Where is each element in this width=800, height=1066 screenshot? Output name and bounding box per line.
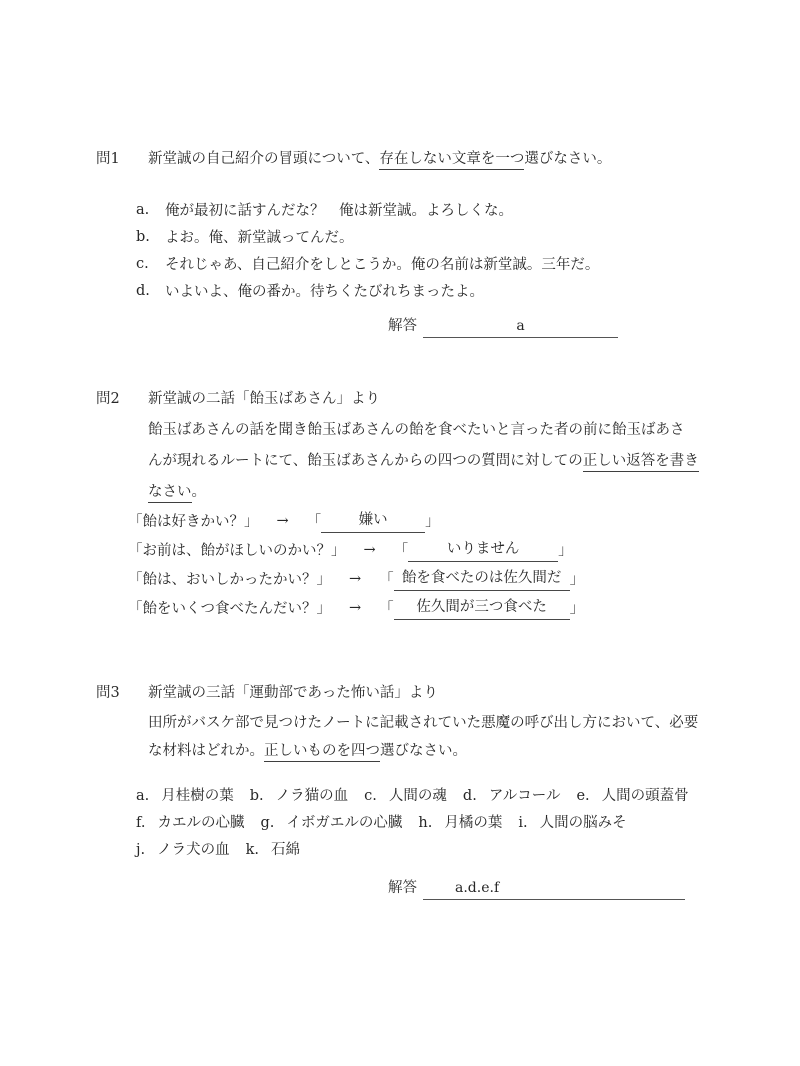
body-line: 田所がバスケ部で見つけたノートに記載されていた悪魔の呼び出し方において、必要	[148, 715, 699, 731]
open-bracket: 「	[306, 514, 322, 530]
option-key: e.	[576, 788, 590, 804]
question-2-source: 新堂誠の二話「飴玉ばあさん」より	[148, 391, 380, 407]
arrow-icon: →	[349, 570, 362, 587]
option-item	[418, 811, 502, 832]
prompt-text-post: 選びなさい。	[524, 151, 612, 167]
option-line-2	[136, 808, 705, 835]
option-text: 人間の脳みそ	[539, 815, 627, 831]
option-item	[136, 838, 230, 859]
option-key: f.	[136, 815, 146, 831]
body-underlined-text: 正しい返答を書き	[583, 453, 699, 472]
qa-row-3	[128, 564, 584, 593]
question-3-label: 問3	[96, 685, 120, 701]
option-key: b.	[249, 788, 264, 804]
qa-row-1	[128, 506, 584, 535]
open-bracket: 「	[393, 543, 409, 559]
close-bracket: 」	[569, 601, 585, 617]
option-row-c	[136, 250, 599, 277]
option-key: b.	[136, 228, 150, 245]
option-key: c.	[136, 255, 149, 272]
question-1-options	[136, 196, 599, 304]
qa-answer-blank	[394, 595, 570, 620]
qa-row-4	[128, 593, 584, 622]
question-2-body	[148, 415, 718, 508]
qa-answer-value: いりません	[446, 541, 520, 557]
qa-question: 「飴は、おいしかったかい？」	[128, 572, 331, 588]
prompt-underlined-text: 存在しない文章を一つ	[379, 151, 524, 170]
qa-row-2	[128, 535, 584, 564]
qa-question: 「飴をいくつ食べたんだい？」	[128, 601, 331, 617]
option-text: 石綿	[271, 842, 301, 858]
answer-label: 解答	[388, 880, 417, 896]
option-key: d.	[462, 788, 477, 804]
question-1-heading	[96, 147, 611, 168]
option-key: a.	[136, 201, 150, 218]
question-3-answer-row	[388, 876, 685, 900]
option-line-3	[136, 835, 705, 862]
option-text: いよいよ、俺の番か。待ちくたびれちまったよ。	[165, 284, 484, 300]
option-key: c.	[364, 788, 377, 804]
option-key: g.	[260, 815, 275, 831]
question-3-options	[136, 781, 705, 862]
option-row-d	[136, 277, 599, 304]
body-text: んが現れるルートにて、飴玉ばあさんからの四つの質問に対しての	[148, 453, 583, 469]
qa-answer-value: 飴を食べたのは佐久間だ	[401, 570, 562, 586]
body-underlined-text: 正しいものを四つ	[264, 743, 380, 762]
question-1-prompt	[148, 147, 611, 168]
option-item	[246, 838, 300, 859]
option-item	[518, 811, 626, 832]
qa-question: 「飴は好きかい？」	[128, 514, 259, 530]
option-key: d.	[136, 282, 150, 299]
option-item	[576, 784, 688, 805]
body-line	[148, 737, 718, 765]
option-text: 俺が最初に話すんだな？ 俺は新堂誠。よろしくな。	[165, 203, 513, 219]
option-key: i.	[518, 815, 528, 831]
qa-answer-value: 佐久間が三つ食べた	[416, 599, 547, 615]
body-text: な材料はどれか。	[148, 743, 264, 759]
qa-answer-blank	[321, 508, 425, 533]
option-item	[136, 811, 244, 832]
question-3-body	[148, 709, 718, 765]
option-text: それじゃあ、自己紹介をしとこうか。俺の名前は新堂誠。三年だ。	[165, 257, 600, 273]
option-item	[250, 784, 348, 805]
option-text: カエルの心臓	[157, 815, 245, 831]
body-text: 選びなさい。	[380, 743, 467, 759]
option-text: 月橘の葉	[444, 815, 503, 831]
option-item	[136, 784, 234, 805]
qa-answer-blank	[408, 537, 558, 562]
prompt-text-pre: 新堂誠の自己紹介の冒頭について、	[148, 151, 380, 167]
question-2-heading	[96, 387, 380, 408]
option-key: k.	[245, 842, 260, 858]
close-bracket: 」	[569, 572, 585, 588]
answer-value: a.d.e.f	[455, 880, 500, 896]
body-line	[148, 446, 718, 477]
option-key: a.	[136, 788, 150, 804]
question-3-heading	[96, 681, 438, 702]
close-bracket: 」	[425, 514, 440, 530]
option-text: 人間の頭蓋骨	[601, 788, 689, 804]
option-row-b	[136, 223, 599, 250]
option-text: イボガエルの心臓	[286, 815, 403, 831]
arrow-icon: →	[363, 541, 376, 558]
body-text: 。	[191, 484, 206, 500]
question-1-label: 問1	[96, 151, 120, 167]
answer-value: a	[516, 318, 525, 334]
option-text: ノラ犬の血	[157, 842, 230, 858]
option-text: 月桂樹の葉	[161, 788, 234, 804]
question-2-qa-list	[128, 506, 584, 622]
close-bracket: 」	[558, 543, 573, 559]
qa-question: 「お前は、飴がほしいのかい？」	[128, 543, 346, 559]
option-text: 人間の魂	[388, 788, 447, 804]
option-key: h.	[418, 815, 433, 831]
answer-line	[423, 318, 618, 338]
arrow-icon: →	[276, 512, 289, 529]
qa-answer-value: 嫌い	[358, 512, 388, 528]
body-underlined-text: なさい	[148, 484, 192, 503]
body-line: 飴玉ばあさんの話を聞き飴玉ばあさんの飴を食べたいと言った者の前に飴玉ばあさ	[148, 422, 685, 438]
question-1-answer-row	[388, 314, 618, 338]
qa-answer-blank	[394, 566, 570, 591]
open-bracket: 「	[379, 601, 394, 617]
option-text: アルコール	[488, 788, 561, 804]
question-3-source: 新堂誠の三話「運動部であった怖い話」より	[148, 685, 438, 701]
option-key: j.	[136, 842, 146, 858]
answer-line	[423, 880, 685, 900]
answer-label: 解答	[388, 318, 417, 334]
open-bracket: 「	[379, 572, 394, 588]
option-item	[364, 784, 447, 805]
option-line-1	[136, 781, 705, 808]
question-2-label: 問2	[96, 391, 120, 407]
option-text: ノラ猫の血	[275, 788, 349, 804]
arrow-icon: →	[349, 599, 362, 616]
body-line	[148, 477, 718, 508]
option-text: よお。俺、新堂誠ってんだ。	[165, 230, 354, 246]
option-row-a	[136, 196, 599, 223]
option-item	[463, 784, 561, 805]
option-item	[260, 811, 402, 832]
